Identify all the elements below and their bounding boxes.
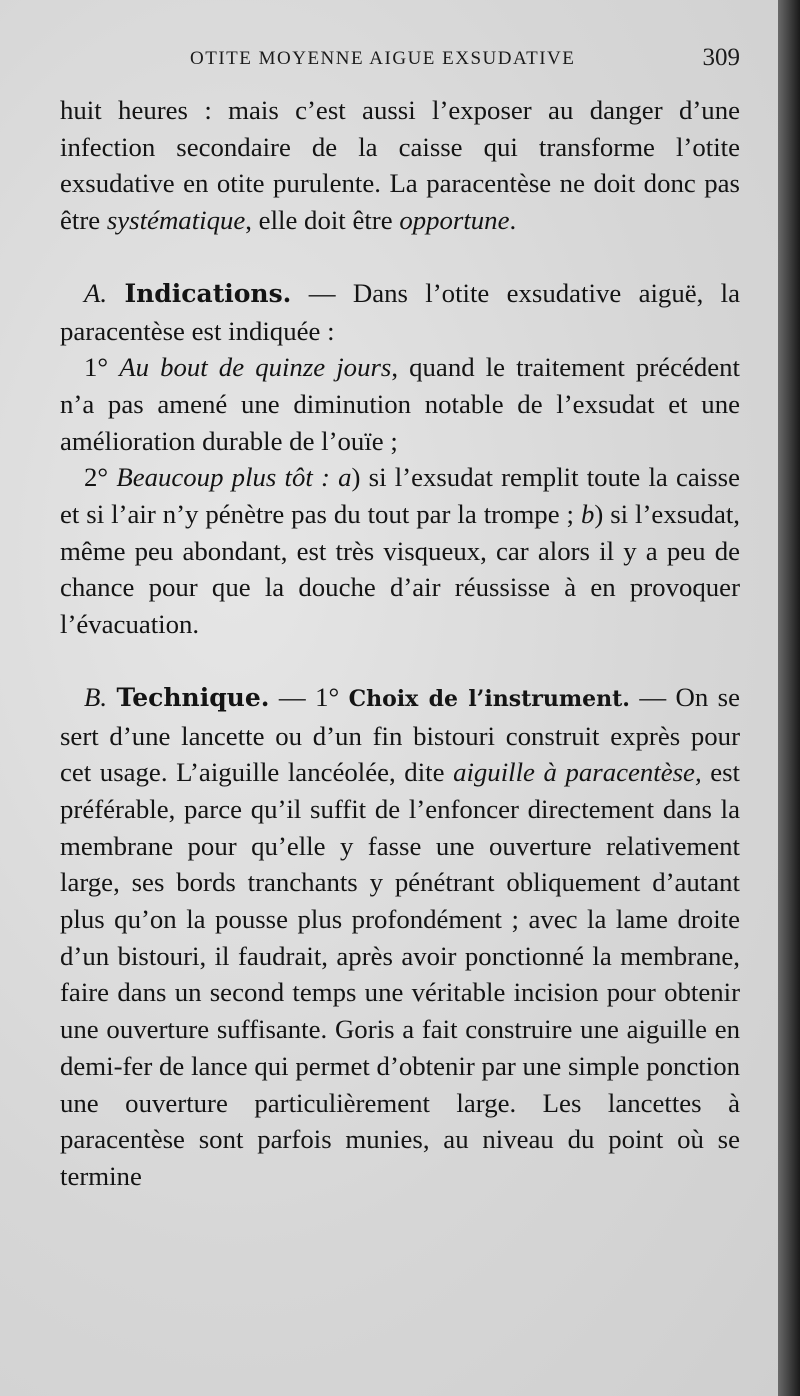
p1-italic-opportune: opportune (399, 205, 510, 236)
section-a-text: — Dans l’otite exsudative aiguë, la paracentèse est indiquée : (60, 277, 740, 346)
item-2-text-1: ) si l’exsudat remplit toute la caisse et si l’air n’y pénètre pas du tout par la trompe ; (60, 462, 741, 530)
section-b-italic: aiguille à paracentèse, (453, 757, 702, 788)
section-a-paragraph (60, 275, 740, 349)
paragraph-continuation (60, 92, 740, 239)
section-b-subheading: Choix de l’instrument. (348, 685, 630, 712)
section-b-letter: B. (84, 681, 108, 712)
page-number: 309 (702, 44, 740, 71)
item-2-text-2: ) si l’exsudat, même peu abondant, est très visqueux, car alors il y a peu de chance pour que la douche d’air réussisse à en provoquer l’évacuation. (60, 499, 740, 640)
section-a-heading: Indications. (124, 278, 292, 308)
section-gap (60, 239, 740, 275)
p1-text-1: huit heures : mais c’est aussi l’exposer au danger d’une infection secondaire de la caisse qui transforme l’otite exsudative en otite purulente. La paracentèse ne doit donc pas être (60, 95, 740, 236)
section-b-text-2: est préférable, parce qu’il suffit de l’enfoncer directement dans la membrane pour qu’elle y fasse une ouverture relativement large, ses bords tranchants y pénétrant obliquement d’autant plus qu’on la pousse plus profondément ; avec la lame droite d’un bistouri, il faudrait, après avoir ponctionné la membrane, faire dans un second temps une véritable incision pour obtenir une ouverture suffisante. Goris a fait construire une aiguille en demi-fer de lance qui permet d’obtenir par une simple ponction une ouverture particulièrement large. Les lancettes à paracentèse sont parfois munies, au niveau du point où se termine (60, 757, 740, 1191)
p1-italic-systematique: systématique (106, 205, 246, 236)
running-title: OTITE MOYENNE AIGUE EXSUDATIVE (190, 48, 576, 69)
body-text (60, 92, 740, 1195)
p1-text-2: , elle doit être (245, 205, 400, 236)
item-2-paragraph (60, 459, 740, 643)
item-1-text: , quand le traitement précédent n’a pas amené une diminution notable de l’exsudat et une amélioration durable de l’ouïe ; (60, 352, 740, 456)
section-b-dash: — 1° (269, 681, 349, 712)
section-a-letter: A. (84, 277, 108, 308)
item-1-number: 1° (84, 352, 109, 383)
item-2-italic: Beaucoup plus tôt : a (116, 462, 352, 493)
item-2-italic-b: b (580, 499, 595, 530)
section-b-text-1: — On se sert d’une lancette ou d’un fin bistouri construit exprès pour cet usage. L’aiguille lancéolée, dite (60, 681, 741, 788)
section-gap (60, 643, 740, 679)
p1-text-3: . (509, 205, 517, 236)
page-edge-shadow (778, 0, 800, 1396)
item-2-number: 2° (84, 462, 109, 493)
page-header (190, 44, 740, 84)
item-1-paragraph (60, 349, 740, 459)
item-1-italic: Au bout de quinze jours (119, 352, 392, 383)
section-b-paragraph (60, 679, 740, 1195)
section-b-heading: Technique. (116, 682, 270, 712)
